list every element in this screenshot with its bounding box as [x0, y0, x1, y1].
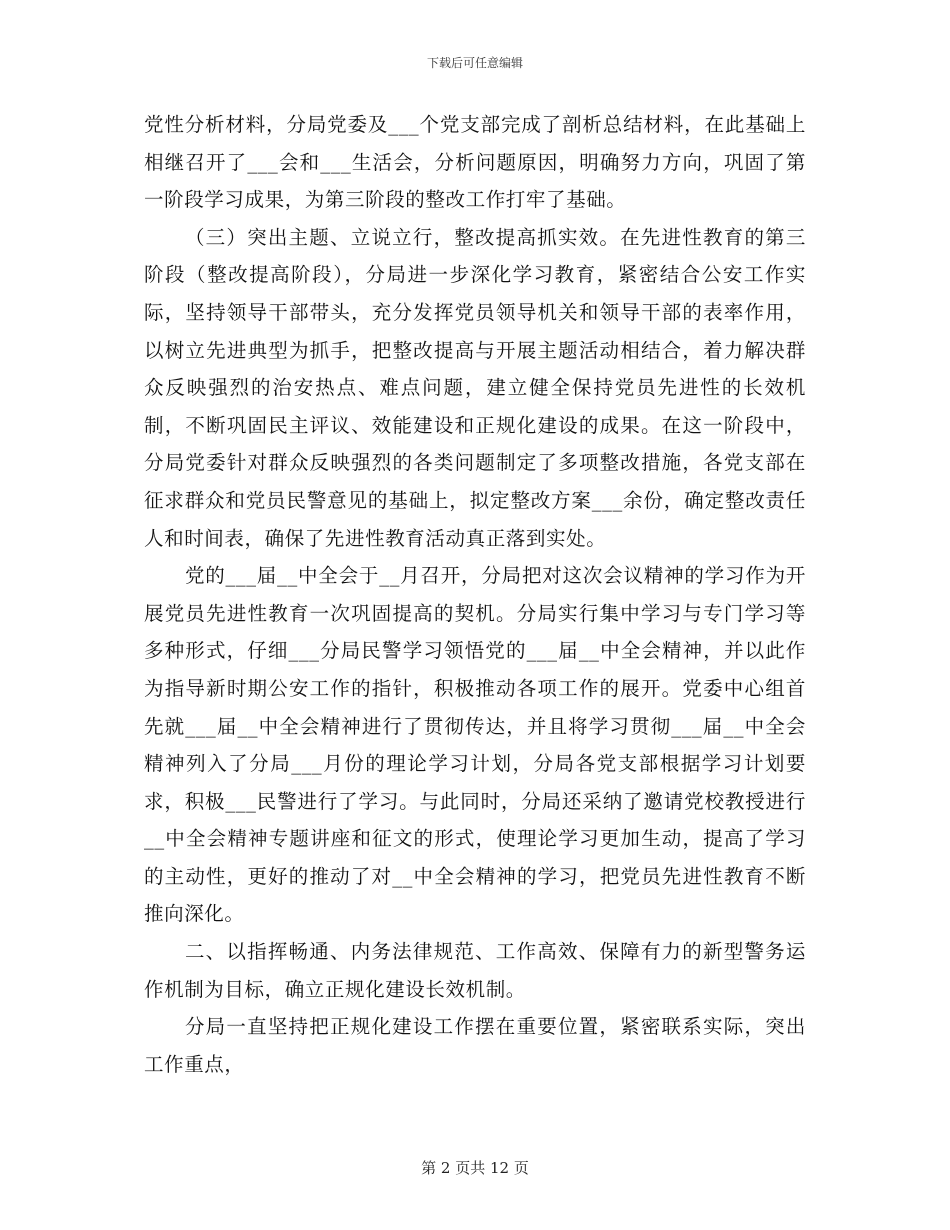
paragraph-1: 党性分析材料，分局党委及___个党支部完成了剖析总结材料，在此基础上相继召开了___会和___生活会，分析问题原因，明确努力方向，巩固了第一阶段学习成果，为第三阶段的整改工作打牢了基础。	[144, 113, 806, 212]
paragraph-2: （三）突出主题、立说立行，整改提高抓实效。在先进性教育的第三阶段（整改提高阶段），分局进一步深化学习教育，紧密结合公安工作实际，坚持领导干部带头，充分发挥党员领导机关和领导干部的表率作用，以树立先进典型为抓手，把整改提高与开展主题活动相结合，着力解决群众反映强烈的治安热点、难点问题，建立健全保持党员先进性的长效机制，不断巩固民主评议、效能建设和正规化建设的成果。在这一阶段中，分局党委针对群众反映强烈的各类问题制定了多项整改措施，各党支部在征求群众和党员民警意见的基础上，拟定整改方案___余份，确定整改责任人和时间表，确保了先进性教育活动真正落到实处。	[144, 225, 806, 550]
paragraph-3: 党的___届__中全会于__月召开，分局把对这次会议精神的学习作为开展党员先进性教育一次巩固提高的契机。分局实行集中学习与专门学习等多种形式，仔细___分局民警学习领悟党的___届__中全会精神，并以此作为指导新时期公安工作的指针，积极推动各项工作的展开。党委中心组首先就___届__中全会精神进行了贯彻传达，并且将学习贯彻___届__中全会精神列入了分局___月份的理论学习计划，分局各党支部根据学习计划要求，积极___民警进行了学习。与此同时，分局还采纳了邀请党校教授进行__中全会精神专题讲座和征文的形式，使理论学习更加生动，提高了学习的主动性，更好的推动了对__中全会精神的学习，把党员先进性教育不断推向深化。	[144, 564, 806, 926]
page-header: 下载后可任意编辑	[426, 56, 523, 70]
page-number: 第 2 页共 12 页	[421, 1159, 529, 1177]
document-body	[144, 106, 806, 1083]
paragraph-4: 二、以指挥畅通、内务法律规范、工作高效、保障有力的新型警务运作机制为目标，确立正规化建设长效机制。	[144, 940, 806, 1001]
paragraph-5: 分局一直坚持把正规化建设工作摆在重要位置，紧密联系实际，突出工作重点，	[144, 1015, 806, 1076]
